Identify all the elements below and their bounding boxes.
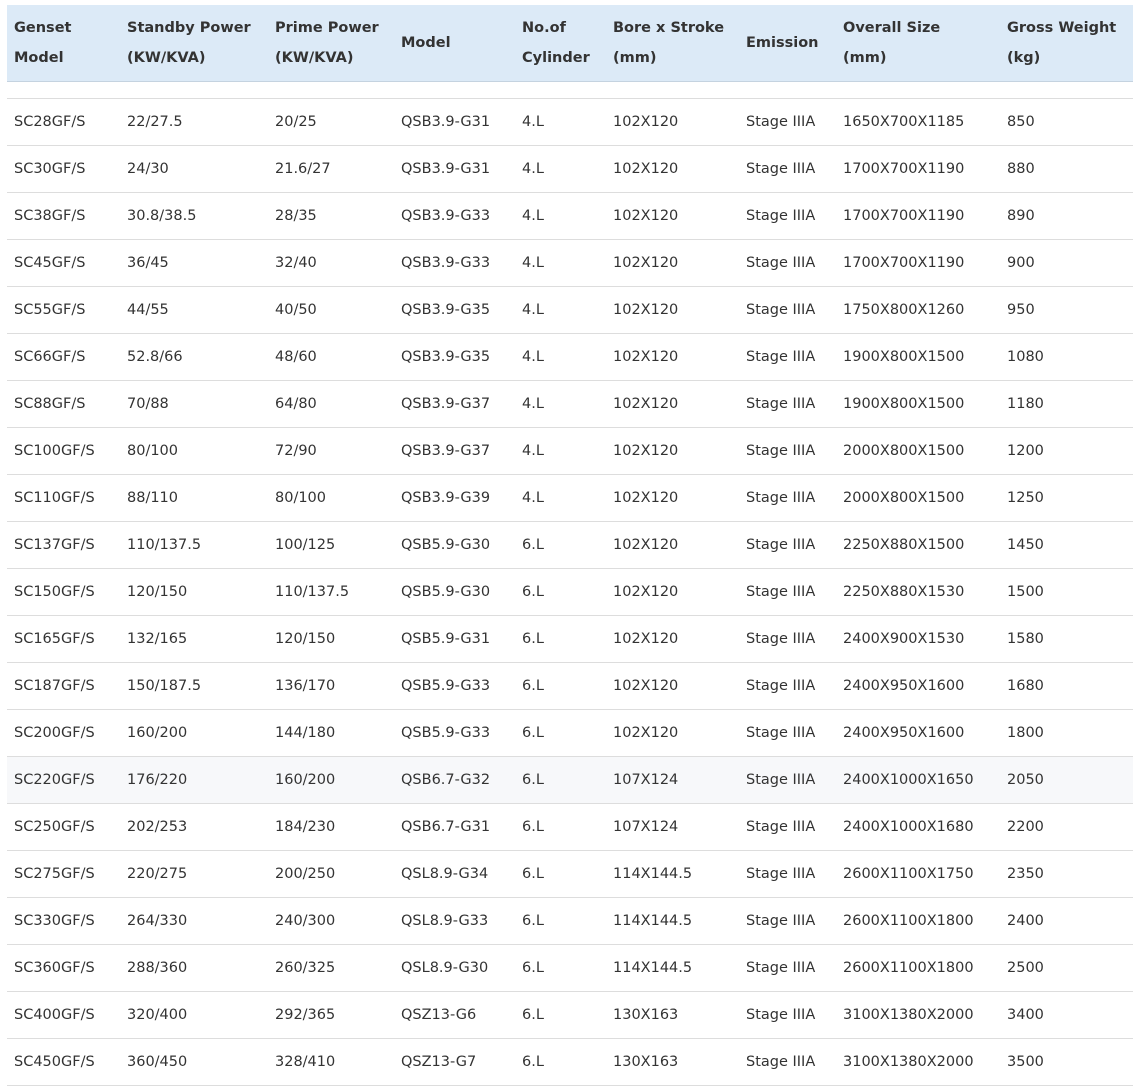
cell-emission: Stage IIIA [739, 569, 836, 616]
cell-cylinder: 4.L [515, 287, 606, 334]
cell-genset-model: SC250GF/S [7, 804, 120, 851]
cell-gross-weight: 2200 [1000, 804, 1133, 851]
header-standby-power: Standby Power (KW/KVA) [120, 5, 268, 82]
cell-overall-size: 2400X900X1530 [836, 616, 1000, 663]
cell-overall-size: 1700X700X1190 [836, 193, 1000, 240]
header-engine-model: Model [394, 5, 515, 82]
cell-standby-power: 132/165 [120, 616, 268, 663]
cell-overall-size: 2000X800X1500 [836, 475, 1000, 522]
cell-standby-power: 24/30 [120, 146, 268, 193]
cell-standby-power: 150/187.5 [120, 663, 268, 710]
cell-emission: Stage IIIA [739, 240, 836, 287]
header-gross-weight: Gross Weight (kg) [1000, 5, 1133, 82]
cell-genset-model: SC45GF/S [7, 240, 120, 287]
cell-cylinder: 6.L [515, 569, 606, 616]
cell-cylinder: 4.L [515, 193, 606, 240]
cell-bore-stroke: 102X120 [606, 193, 739, 240]
table-row [7, 851, 1133, 898]
cell-cylinder: 4.L [515, 99, 606, 146]
cell-emission: Stage IIIA [739, 428, 836, 475]
cell-engine-model: QSB3.9-G33 [394, 193, 515, 240]
table-row [7, 287, 1133, 334]
cell-engine-model: QSL8.9-G30 [394, 945, 515, 992]
cell-overall-size: 1900X800X1500 [836, 381, 1000, 428]
cell-genset-model: SC450GF/S [7, 1039, 120, 1086]
cell-engine-model: QSB3.9-G31 [394, 146, 515, 193]
cell-standby-power: 22/27.5 [120, 99, 268, 146]
cell-cylinder: 4.L [515, 428, 606, 475]
cell-gross-weight: 1680 [1000, 663, 1133, 710]
cell-standby-power: 80/100 [120, 428, 268, 475]
cell-engine-model: QSB3.9-G35 [394, 287, 515, 334]
cell-prime-power: 48/60 [268, 334, 394, 381]
cell-gross-weight: 950 [1000, 287, 1133, 334]
cell-overall-size: 2600X1100X1750 [836, 851, 1000, 898]
cell-genset-model: SC360GF/S [7, 945, 120, 992]
cell-gross-weight: 1450 [1000, 522, 1133, 569]
cell-prime-power: 40/50 [268, 287, 394, 334]
cell-gross-weight: 1180 [1000, 381, 1133, 428]
table-row [7, 992, 1133, 1039]
cell-prime-power: 200/250 [268, 851, 394, 898]
cell-prime-power: 120/150 [268, 616, 394, 663]
cell-standby-power: 88/110 [120, 475, 268, 522]
spacer-row [7, 82, 1133, 99]
cell-cylinder: 4.L [515, 381, 606, 428]
cell-cylinder: 6.L [515, 710, 606, 757]
cell-engine-model: QSB3.9-G31 [394, 99, 515, 146]
cell-prime-power: 184/230 [268, 804, 394, 851]
cell-emission: Stage IIIA [739, 663, 836, 710]
cell-prime-power: 20/25 [268, 99, 394, 146]
cell-emission: Stage IIIA [739, 381, 836, 428]
cell-prime-power: 160/200 [268, 757, 394, 804]
cell-standby-power: 120/150 [120, 569, 268, 616]
cell-cylinder: 6.L [515, 522, 606, 569]
table-row [7, 146, 1133, 193]
cell-gross-weight: 2050 [1000, 757, 1133, 804]
cell-prime-power: 260/325 [268, 945, 394, 992]
cell-cylinder: 6.L [515, 757, 606, 804]
cell-bore-stroke: 102X120 [606, 569, 739, 616]
cell-bore-stroke: 102X120 [606, 616, 739, 663]
table-row [7, 898, 1133, 945]
cell-overall-size: 2600X1100X1800 [836, 945, 1000, 992]
cell-standby-power: 44/55 [120, 287, 268, 334]
cell-overall-size: 2400X1000X1680 [836, 804, 1000, 851]
cell-emission: Stage IIIA [739, 475, 836, 522]
cell-bore-stroke: 130X163 [606, 1039, 739, 1086]
cell-standby-power: 110/137.5 [120, 522, 268, 569]
cell-emission: Stage IIIA [739, 1039, 836, 1086]
cell-standby-power: 202/253 [120, 804, 268, 851]
cell-overall-size: 1650X700X1185 [836, 99, 1000, 146]
cell-standby-power: 360/450 [120, 1039, 268, 1086]
cell-gross-weight: 850 [1000, 99, 1133, 146]
spec-table-container [7, 5, 1133, 1086]
cell-cylinder: 4.L [515, 475, 606, 522]
cell-engine-model: QSB3.9-G35 [394, 334, 515, 381]
cell-bore-stroke: 102X120 [606, 240, 739, 287]
cell-overall-size: 3100X1380X2000 [836, 992, 1000, 1039]
table-row [7, 663, 1133, 710]
table-row [7, 334, 1133, 381]
cell-prime-power: 292/365 [268, 992, 394, 1039]
cell-emission: Stage IIIA [739, 616, 836, 663]
cell-genset-model: SC165GF/S [7, 616, 120, 663]
cell-engine-model: QSZ13-G6 [394, 992, 515, 1039]
cell-genset-model: SC30GF/S [7, 146, 120, 193]
cell-emission: Stage IIIA [739, 992, 836, 1039]
cell-prime-power: 64/80 [268, 381, 394, 428]
cell-gross-weight: 1250 [1000, 475, 1133, 522]
cell-emission: Stage IIIA [739, 522, 836, 569]
cell-genset-model: SC200GF/S [7, 710, 120, 757]
cell-overall-size: 2400X950X1600 [836, 710, 1000, 757]
cell-standby-power: 36/45 [120, 240, 268, 287]
table-row [7, 569, 1133, 616]
header-cylinder: No.of Cylinder [515, 5, 606, 82]
cell-cylinder: 6.L [515, 616, 606, 663]
cell-prime-power: 144/180 [268, 710, 394, 757]
cell-emission: Stage IIIA [739, 710, 836, 757]
cell-gross-weight: 1580 [1000, 616, 1133, 663]
cell-bore-stroke: 114X144.5 [606, 898, 739, 945]
cell-genset-model: SC100GF/S [7, 428, 120, 475]
cell-prime-power: 136/170 [268, 663, 394, 710]
cell-engine-model: QSB5.9-G30 [394, 569, 515, 616]
cell-bore-stroke: 102X120 [606, 475, 739, 522]
table-row [7, 945, 1133, 992]
cell-overall-size: 2250X880X1500 [836, 522, 1000, 569]
cell-cylinder: 6.L [515, 851, 606, 898]
cell-overall-size: 1900X800X1500 [836, 334, 1000, 381]
cell-cylinder: 6.L [515, 804, 606, 851]
cell-emission: Stage IIIA [739, 146, 836, 193]
cell-engine-model: QSB5.9-G30 [394, 522, 515, 569]
cell-prime-power: 72/90 [268, 428, 394, 475]
cell-genset-model: SC137GF/S [7, 522, 120, 569]
cell-overall-size: 2400X950X1600 [836, 663, 1000, 710]
cell-prime-power: 28/35 [268, 193, 394, 240]
cell-overall-size: 1700X700X1190 [836, 240, 1000, 287]
header-prime-power: Prime Power (KW/KVA) [268, 5, 394, 82]
table-row [7, 522, 1133, 569]
cell-genset-model: SC187GF/S [7, 663, 120, 710]
header-emission: Emission [739, 5, 836, 82]
cell-engine-model: QSB5.9-G33 [394, 663, 515, 710]
cell-bore-stroke: 102X120 [606, 99, 739, 146]
cell-standby-power: 52.8/66 [120, 334, 268, 381]
cell-engine-model: QSB6.7-G32 [394, 757, 515, 804]
cell-cylinder: 4.L [515, 146, 606, 193]
cell-genset-model: SC28GF/S [7, 99, 120, 146]
cell-engine-model: QSB3.9-G37 [394, 428, 515, 475]
cell-engine-model: QSL8.9-G33 [394, 898, 515, 945]
cell-emission: Stage IIIA [739, 99, 836, 146]
cell-bore-stroke: 107X124 [606, 804, 739, 851]
cell-cylinder: 4.L [515, 334, 606, 381]
cell-gross-weight: 3400 [1000, 992, 1133, 1039]
cell-standby-power: 70/88 [120, 381, 268, 428]
cell-gross-weight: 1500 [1000, 569, 1133, 616]
cell-genset-model: SC150GF/S [7, 569, 120, 616]
cell-genset-model: SC66GF/S [7, 334, 120, 381]
cell-engine-model: QSB6.7-G31 [394, 804, 515, 851]
cell-bore-stroke: 102X120 [606, 334, 739, 381]
table-row [7, 1039, 1133, 1086]
cell-overall-size: 2000X800X1500 [836, 428, 1000, 475]
cell-overall-size: 2600X1100X1800 [836, 898, 1000, 945]
cell-standby-power: 320/400 [120, 992, 268, 1039]
cell-gross-weight: 2350 [1000, 851, 1133, 898]
cell-gross-weight: 900 [1000, 240, 1133, 287]
cell-genset-model: SC330GF/S [7, 898, 120, 945]
cell-bore-stroke: 107X124 [606, 757, 739, 804]
cell-cylinder: 6.L [515, 898, 606, 945]
cell-gross-weight: 1200 [1000, 428, 1133, 475]
cell-genset-model: SC110GF/S [7, 475, 120, 522]
table-row [7, 193, 1133, 240]
cell-overall-size: 2400X1000X1650 [836, 757, 1000, 804]
cell-bore-stroke: 102X120 [606, 522, 739, 569]
cell-engine-model: QSB3.9-G33 [394, 240, 515, 287]
cell-gross-weight: 1080 [1000, 334, 1133, 381]
cell-gross-weight: 2500 [1000, 945, 1133, 992]
table-row [7, 710, 1133, 757]
cell-standby-power: 30.8/38.5 [120, 193, 268, 240]
cell-engine-model: QSZ13-G7 [394, 1039, 515, 1086]
table-row [7, 616, 1133, 663]
table-row [7, 475, 1133, 522]
cell-standby-power: 220/275 [120, 851, 268, 898]
cell-bore-stroke: 102X120 [606, 381, 739, 428]
cell-prime-power: 80/100 [268, 475, 394, 522]
cell-emission: Stage IIIA [739, 804, 836, 851]
cell-overall-size: 1700X700X1190 [836, 146, 1000, 193]
cell-prime-power: 110/137.5 [268, 569, 394, 616]
cell-cylinder: 6.L [515, 663, 606, 710]
cell-emission: Stage IIIA [739, 851, 836, 898]
cell-engine-model: QSB3.9-G37 [394, 381, 515, 428]
cell-engine-model: QSB3.9-G39 [394, 475, 515, 522]
cell-bore-stroke: 114X144.5 [606, 851, 739, 898]
cell-overall-size: 3100X1380X2000 [836, 1039, 1000, 1086]
cell-emission: Stage IIIA [739, 287, 836, 334]
table-row [7, 428, 1133, 475]
cell-genset-model: SC55GF/S [7, 287, 120, 334]
cell-cylinder: 6.L [515, 992, 606, 1039]
cell-gross-weight: 1800 [1000, 710, 1133, 757]
header-bore-stroke: Bore x Stroke (mm) [606, 5, 739, 82]
cell-genset-model: SC220GF/S [7, 757, 120, 804]
header-row [7, 5, 1133, 82]
cell-bore-stroke: 102X120 [606, 146, 739, 193]
header-overall-size: Overall Size (mm) [836, 5, 1000, 82]
cell-emission: Stage IIIA [739, 898, 836, 945]
cell-gross-weight: 3500 [1000, 1039, 1133, 1086]
cell-standby-power: 176/220 [120, 757, 268, 804]
cell-standby-power: 160/200 [120, 710, 268, 757]
cell-engine-model: QSL8.9-G34 [394, 851, 515, 898]
cell-prime-power: 21.6/27 [268, 146, 394, 193]
cell-bore-stroke: 102X120 [606, 287, 739, 334]
cell-emission: Stage IIIA [739, 334, 836, 381]
cell-emission: Stage IIIA [739, 193, 836, 240]
header-genset-model: Genset Model [7, 5, 120, 82]
cell-gross-weight: 890 [1000, 193, 1133, 240]
cell-genset-model: SC275GF/S [7, 851, 120, 898]
cell-emission: Stage IIIA [739, 757, 836, 804]
cell-cylinder: 4.L [515, 240, 606, 287]
genset-spec-table [7, 5, 1133, 1086]
table-row [7, 99, 1133, 146]
table-row [7, 757, 1133, 804]
cell-bore-stroke: 102X120 [606, 428, 739, 475]
cell-bore-stroke: 102X120 [606, 710, 739, 757]
cell-standby-power: 264/330 [120, 898, 268, 945]
table-header [7, 5, 1133, 82]
cell-overall-size: 1750X800X1260 [836, 287, 1000, 334]
cell-prime-power: 328/410 [268, 1039, 394, 1086]
cell-cylinder: 6.L [515, 1039, 606, 1086]
cell-genset-model: SC400GF/S [7, 992, 120, 1039]
cell-genset-model: SC38GF/S [7, 193, 120, 240]
table-row [7, 804, 1133, 851]
cell-standby-power: 288/360 [120, 945, 268, 992]
cell-engine-model: QSB5.9-G31 [394, 616, 515, 663]
cell-bore-stroke: 114X144.5 [606, 945, 739, 992]
cell-prime-power: 100/125 [268, 522, 394, 569]
table-row [7, 381, 1133, 428]
table-body [7, 82, 1133, 1086]
table-row [7, 240, 1133, 287]
cell-prime-power: 32/40 [268, 240, 394, 287]
cell-engine-model: QSB5.9-G33 [394, 710, 515, 757]
cell-genset-model: SC88GF/S [7, 381, 120, 428]
cell-bore-stroke: 130X163 [606, 992, 739, 1039]
cell-emission: Stage IIIA [739, 945, 836, 992]
cell-gross-weight: 880 [1000, 146, 1133, 193]
cell-gross-weight: 2400 [1000, 898, 1133, 945]
cell-prime-power: 240/300 [268, 898, 394, 945]
cell-cylinder: 6.L [515, 945, 606, 992]
cell-overall-size: 2250X880X1530 [836, 569, 1000, 616]
cell-bore-stroke: 102X120 [606, 663, 739, 710]
